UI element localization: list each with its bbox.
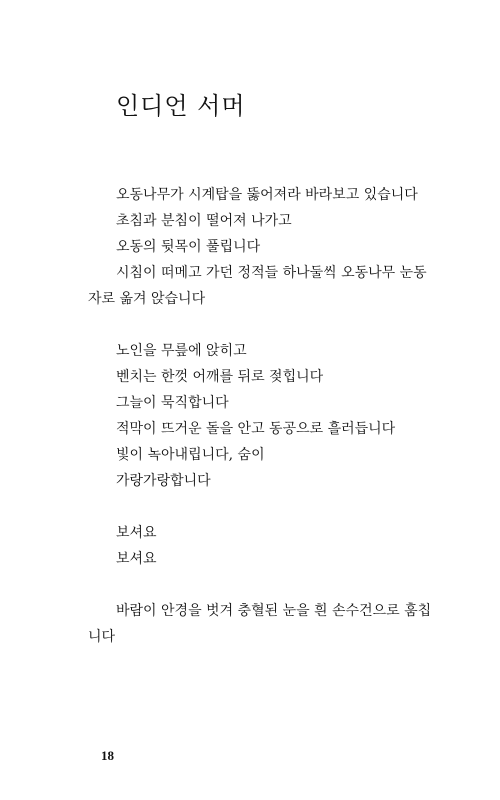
- page-number: 18: [101, 748, 114, 763]
- poem-line: 보셔요: [116, 551, 157, 567]
- poem-line: 초침과 분침이 떨어져 나가고: [116, 213, 292, 229]
- poem-line: 빛이 녹아내립니다, 숨이: [116, 447, 265, 463]
- poem-line: 시침이 떠메고 가던 정적들 하나둘씩 오동나무 눈동: [116, 265, 427, 281]
- poem-body: [88, 182, 432, 676]
- poem-line: 노인을 무릎에 앉히고: [116, 343, 247, 359]
- poem-line: 가랑가랑합니다: [116, 473, 211, 489]
- poem-line: 오동나무가 시계탑을 뚫어져라 바라보고 있습니다: [116, 187, 418, 203]
- poem-line-continuation: 니다: [88, 629, 116, 645]
- stanza-4: [88, 598, 432, 650]
- poem-line-continuation: 자로 옮겨 앉습니다: [88, 291, 206, 307]
- poem-line: 바람이 안경을 벗겨 충혈된 눈을 흰 손수건으로 훔칩: [116, 603, 432, 619]
- stanza-1: [88, 182, 428, 312]
- poem-title: 인디언 서머: [116, 92, 246, 120]
- poem-line: 그늘이 묵직합니다: [116, 395, 229, 411]
- poem-line: 벤치는 한껏 어깨를 뒤로 젖힙니다: [116, 369, 324, 385]
- poem-line: 적막이 뜨거운 돌을 안고 동공으로 흘러듭니다: [116, 421, 396, 437]
- stanza-2: [88, 338, 428, 494]
- poem-line: 오동의 뒷목이 풀립니다: [116, 239, 261, 255]
- poem-line: 보셔요: [116, 525, 157, 541]
- stanza-3: [88, 520, 428, 572]
